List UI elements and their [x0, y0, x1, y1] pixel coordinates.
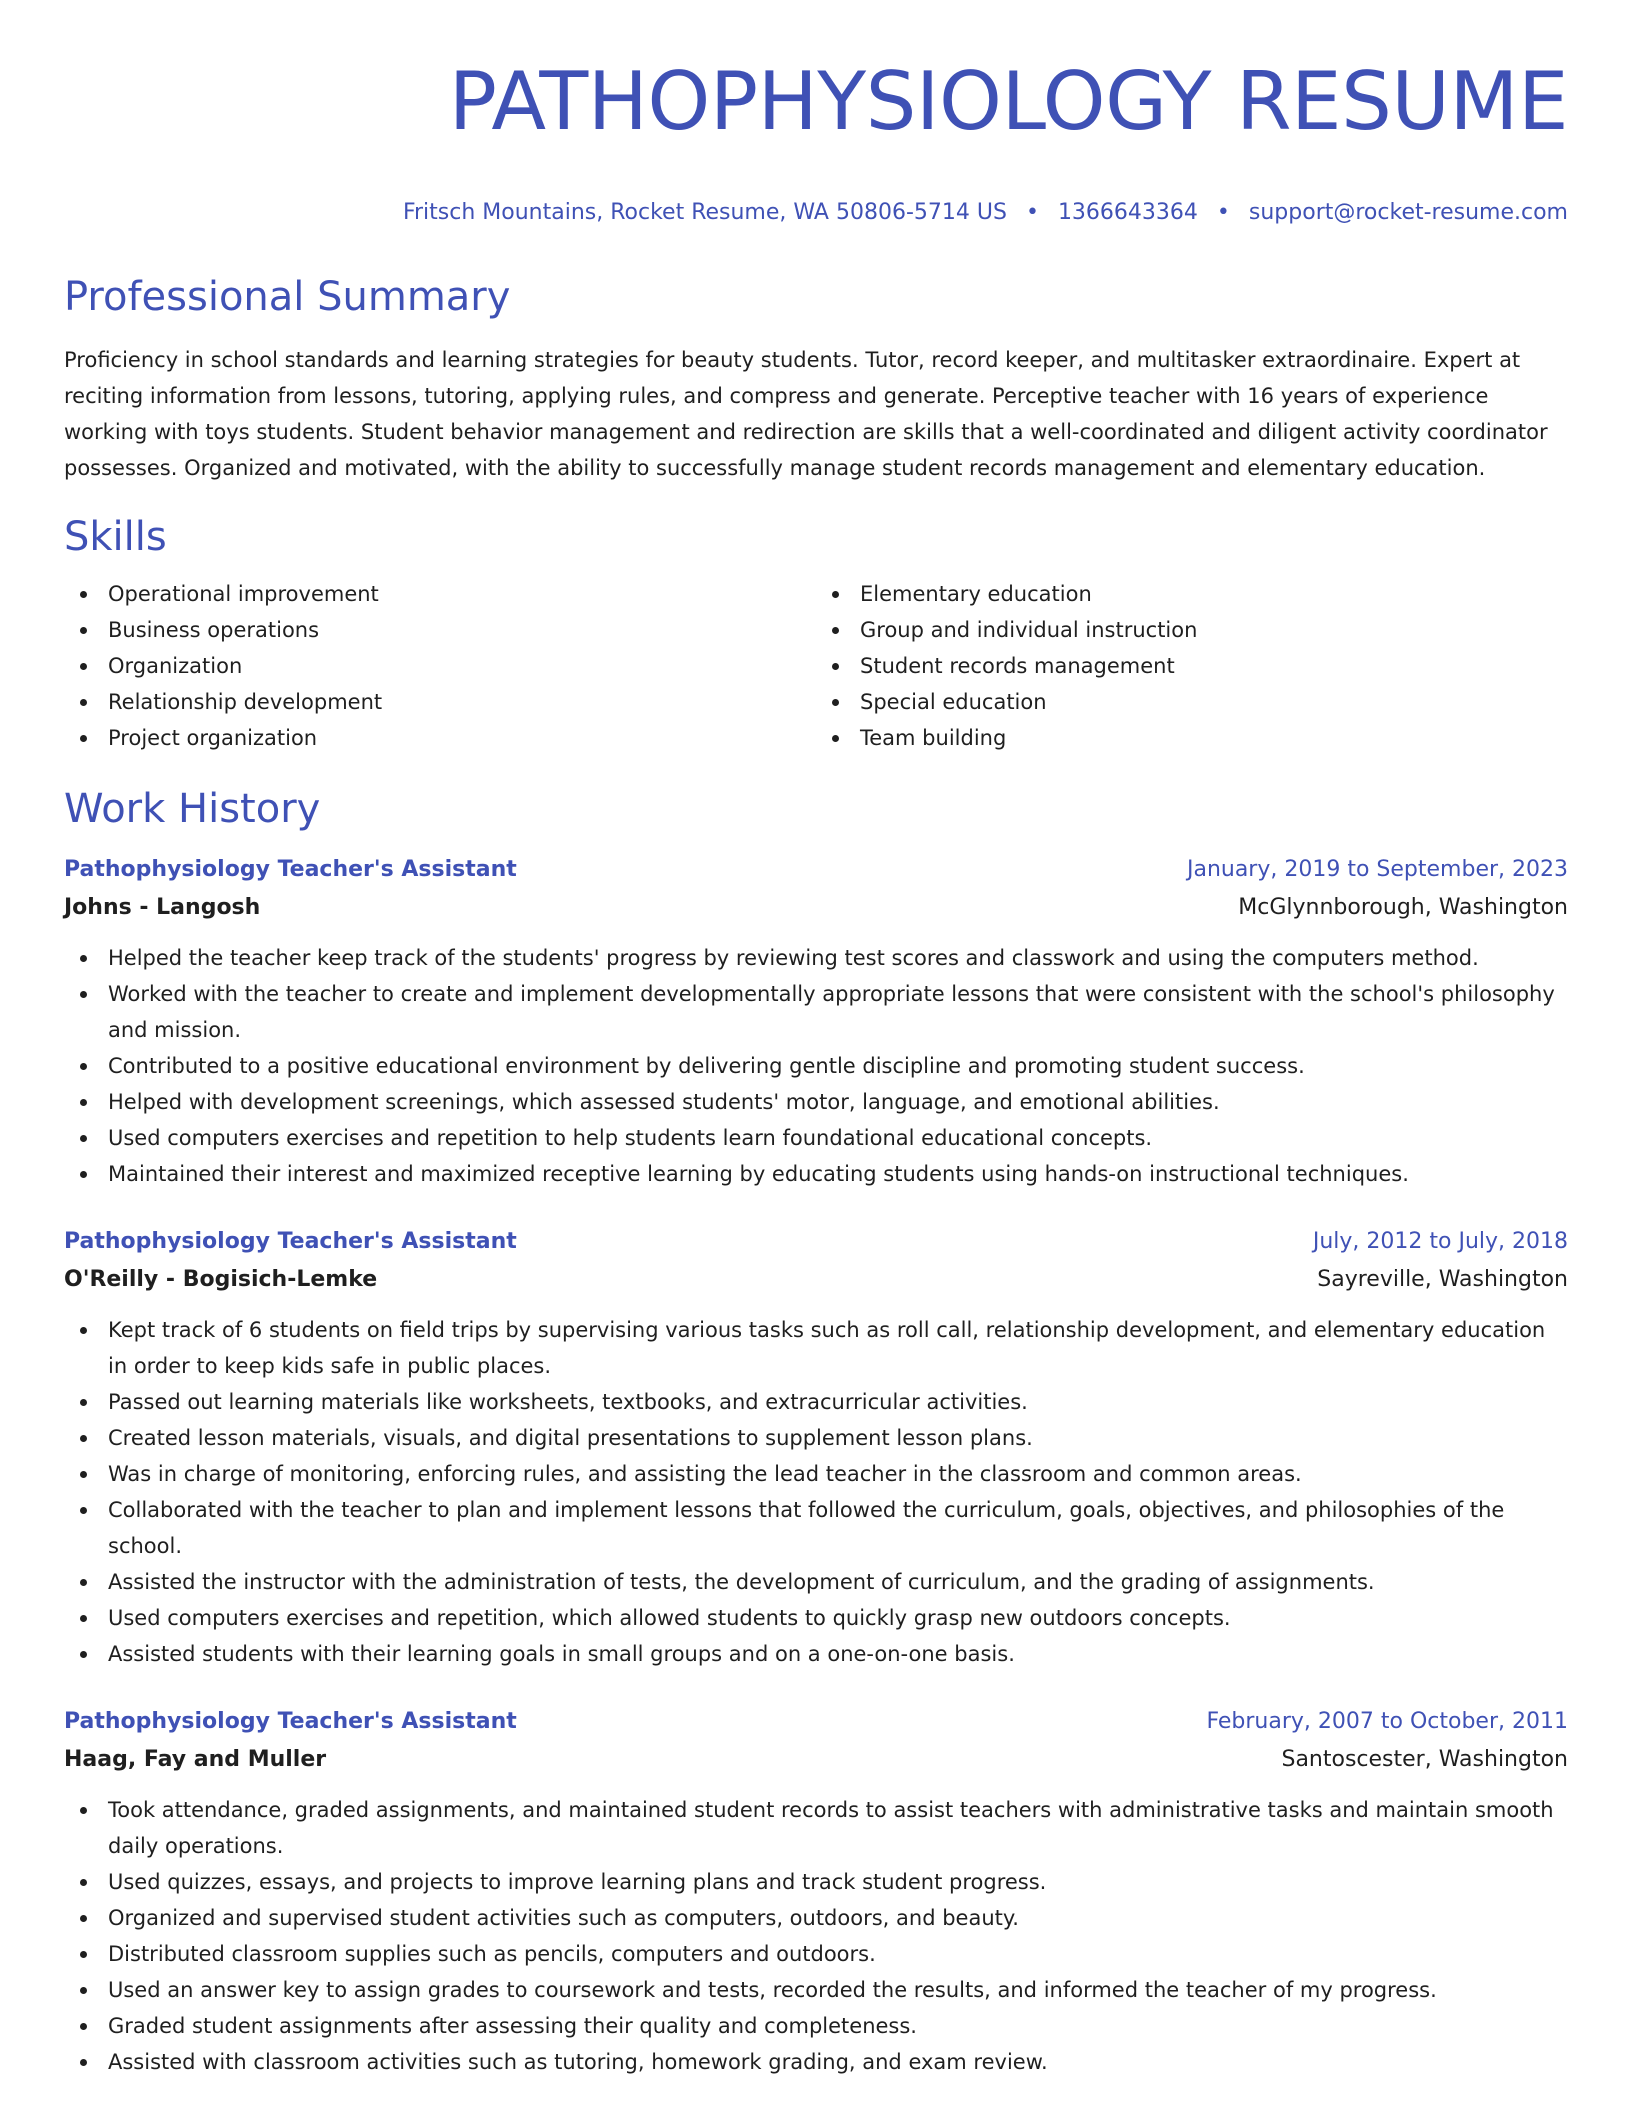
duty-item: Kept track of 6 students on field trips by supervising various tasks such as roll call, relationship development, and elementary education in order to keep kids safe in public places. — [64, 1312, 1568, 1384]
skill-item: Organization — [64, 648, 816, 684]
skill-item: Team building — [816, 720, 1568, 756]
contact-line — [64, 198, 1568, 228]
job-entry — [64, 1224, 1568, 1672]
skill-item: Group and individual instruction — [816, 612, 1568, 648]
job-company-row — [64, 1260, 1568, 1300]
duty-item: Assisted students with their learning goals in small groups and on a one-on-one basis. — [64, 1636, 1568, 1672]
work-history-section — [64, 784, 1568, 2080]
resume-title: PATHOPHYSIOLOGY RESUME — [448, 55, 1568, 148]
job-location: Santoscester, Washington — [1281, 1747, 1568, 1772]
duty-item: Used computers exercises and repetition, which allowed students to quickly grasp new outdoors concepts. — [64, 1600, 1568, 1636]
skill-item: Student records management — [816, 648, 1568, 684]
job-company: Johns - Langosh — [64, 895, 261, 920]
duty-item: Contributed to a positive educational environment by delivering gentle discipline and promoting student success. — [64, 1048, 1568, 1084]
duty-item: Worked with the teacher to create and implement developmentally appropriate lessons that were consistent with the school's philosophy and mission. — [64, 976, 1568, 1048]
summary-text: Proficiency in school standards and learning strategies for beauty students. Tutor, record keeper, and multitasker extraordinaire. Expert at reciting information from lessons, tutoring, applying rules, and compress and generate. Perceptive teacher with 16 years of experience working with toys students. Student behavior management and redirection are skills that a well-coordinated and diligent activity coordinator possesses. Organized and motivated, with the ability to successfully manage student records management and elementary education. — [64, 348, 1548, 480]
duty-item: Took attendance, graded assignments, and maintained student records to assist teachers with administrative tasks and maintain smooth daily operations. — [64, 1792, 1568, 1864]
job-title-row — [64, 1704, 1568, 1740]
skill-item: Special education — [816, 684, 1568, 720]
duty-item: Helped with development screenings, which assessed students' motor, language, and emotional abilities. — [64, 1084, 1568, 1120]
duty-item: Distributed classroom supplies such as pencils, computers and outdoors. — [64, 1936, 1568, 1972]
duty-item: Was in charge of monitoring, enforcing rules, and assisting the lead teacher in the classroom and common areas. — [64, 1456, 1568, 1492]
contact-phone: 1366643364 — [1057, 200, 1198, 225]
duty-item: Assisted the instructor with the administration of tests, the development of curriculum, and the grading of assignments. — [64, 1564, 1568, 1600]
skills-column-right — [816, 576, 1568, 756]
duty-item: Collaborated with the teacher to plan and implement lessons that followed the curriculum, goals, objectives, and philosophies of the school. — [64, 1492, 1568, 1564]
job-title-row — [64, 852, 1568, 888]
skill-item: Project organization — [64, 720, 816, 756]
contact-separator: • — [1025, 200, 1039, 225]
job-entry — [64, 852, 1568, 1192]
job-title: Pathophysiology Teacher's Assistant — [64, 857, 517, 882]
job-location: McGlynnborough, Washington — [1238, 895, 1568, 920]
duty-item: Graded student assignments after assessing their quality and completeness. — [64, 2008, 1568, 2044]
job-title-row — [64, 1224, 1568, 1260]
duty-item: Created lesson materials, visuals, and digital presentations to supplement lesson plans. — [64, 1420, 1568, 1456]
job-entry — [64, 1704, 1568, 2080]
contact-address: Fritsch Mountains, Rocket Resume, WA 50806-5714 US — [402, 200, 1007, 225]
skills-heading: Skills — [64, 514, 167, 560]
skills-column-left — [64, 576, 816, 756]
duty-item: Assisted with classroom activities such as tutoring, homework grading, and exam review. — [64, 2044, 1568, 2080]
job-title: Pathophysiology Teacher's Assistant — [64, 1709, 517, 1734]
job-duties — [64, 940, 1568, 1192]
contact-email[interactable]: support@rocket-resume.com — [1248, 200, 1568, 225]
skills-section — [64, 512, 1568, 756]
job-company: Haag, Fay and Muller — [64, 1747, 327, 1772]
job-company: O'Reilly - Bogisich-Lemke — [64, 1267, 378, 1292]
work-history-heading: Work History — [64, 786, 321, 832]
contact-separator: • — [1216, 200, 1230, 225]
duty-item: Helped the teacher keep track of the students' progress by reviewing test scores and classwork and using the computers method. — [64, 940, 1568, 976]
duty-item: Organized and supervised student activities such as computers, outdoors, and beauty. — [64, 1900, 1568, 1936]
job-company-row — [64, 1740, 1568, 1780]
duty-item: Maintained their interest and maximized receptive learning by educating students using hands-on instructional techniques. — [64, 1156, 1568, 1192]
job-dates: July, 2012 to July, 2018 — [1312, 1229, 1568, 1254]
duty-item: Used an answer key to assign grades to coursework and tests, recorded the results, and informed the teacher of my progress. — [64, 1972, 1568, 2008]
job-duties — [64, 1312, 1568, 1672]
job-dates: February, 2007 to October, 2011 — [1206, 1709, 1568, 1734]
summary-section — [64, 272, 1568, 486]
duty-item: Passed out learning materials like worksheets, textbooks, and extracurricular activities. — [64, 1384, 1568, 1420]
skill-item: Business operations — [64, 612, 816, 648]
job-location: Sayreville, Washington — [1317, 1267, 1568, 1292]
job-duties — [64, 1792, 1568, 2080]
skill-item: Operational improvement — [64, 576, 816, 612]
resume-header — [64, 0, 1568, 228]
summary-heading: Professional Summary — [64, 274, 511, 320]
duty-item: Used computers exercises and repetition to help students learn foundational educational concepts. — [64, 1120, 1568, 1156]
skill-item: Relationship development — [64, 684, 816, 720]
job-title: Pathophysiology Teacher's Assistant — [64, 1229, 517, 1254]
job-dates: January, 2019 to September, 2023 — [1186, 857, 1568, 882]
duty-item: Used quizzes, essays, and projects to improve learning plans and track student progress. — [64, 1864, 1568, 1900]
skills-grid — [64, 576, 1568, 756]
job-company-row — [64, 888, 1568, 928]
skill-item: Elementary education — [816, 576, 1568, 612]
